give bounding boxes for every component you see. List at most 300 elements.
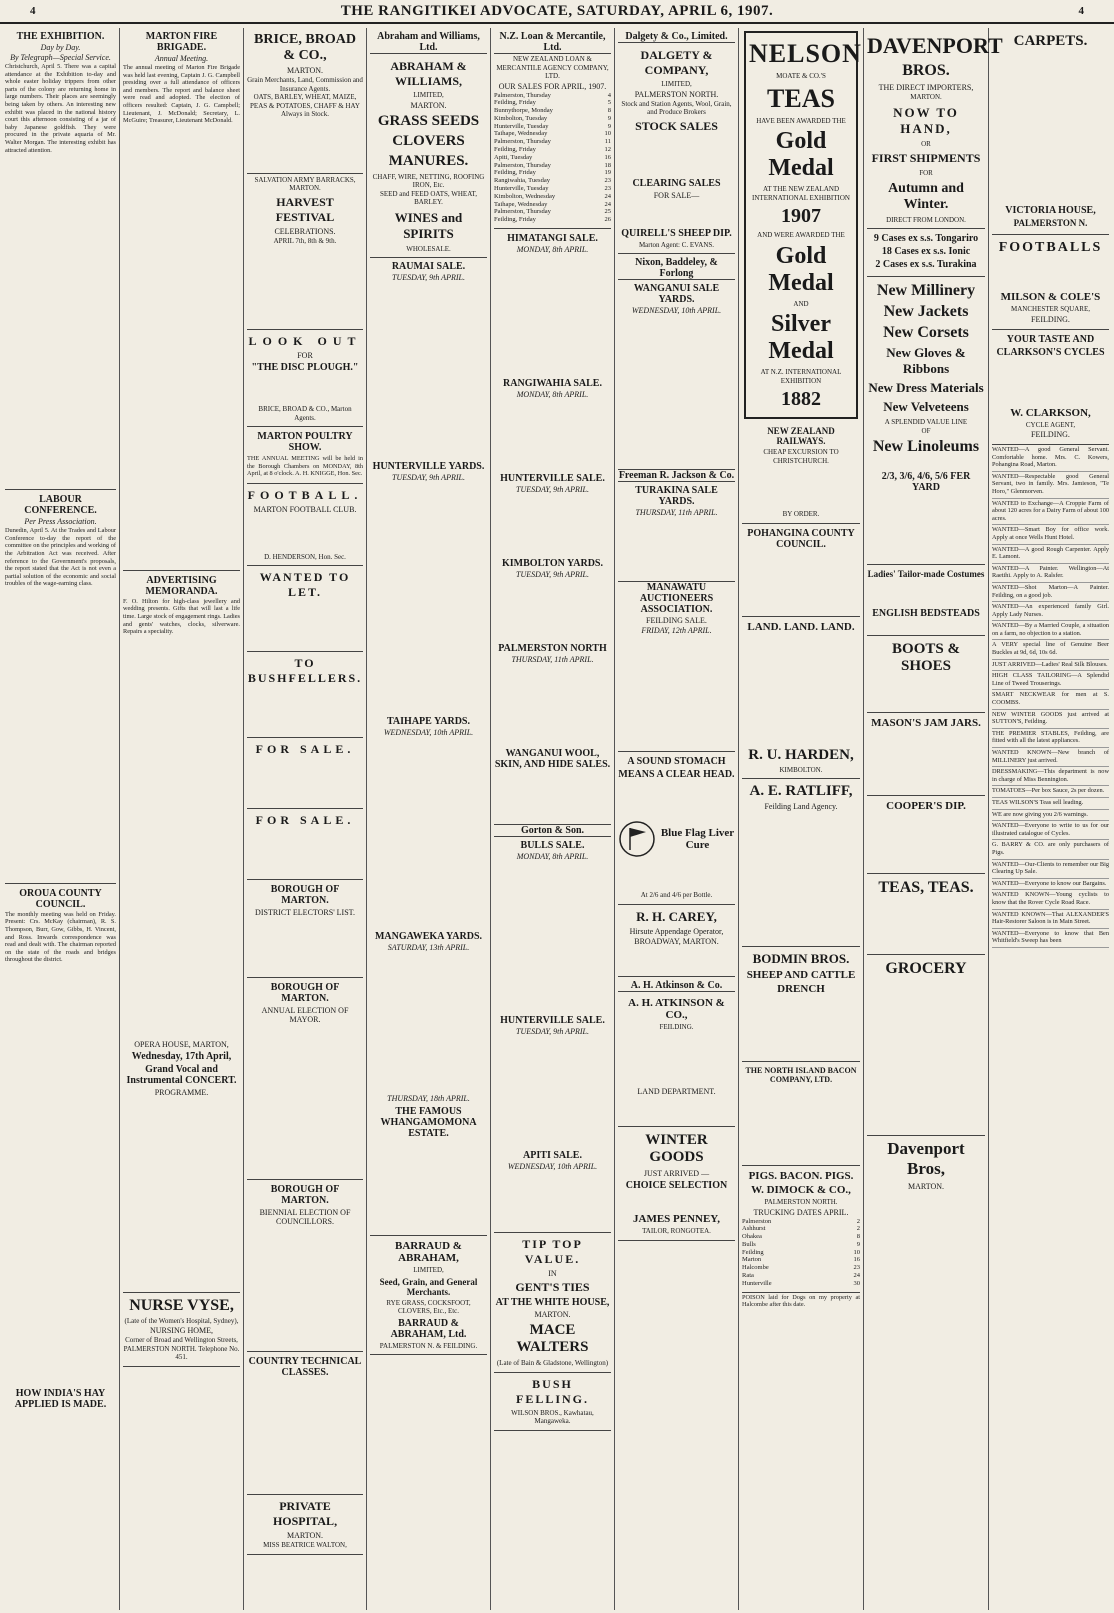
ad-line: (Late of Bain & Gladstone, Wellington) (496, 1359, 609, 1368)
ad-body (867, 621, 985, 631)
ad-display: FOOTBALLS (998, 240, 1103, 255)
column-8 (864, 28, 1003, 1610)
page-number-right: 4 (1078, 5, 1084, 17)
ad-line: NURSING HOME, (149, 1326, 214, 1336)
sale-body (494, 1172, 611, 1232)
ad-display: New Velveteens (883, 399, 969, 414)
dalgety-ad (618, 44, 735, 254)
list-item-label: Kimbolton, Wednesday (494, 192, 556, 200)
section-header: Gorton & Son. (494, 824, 611, 837)
ad-title: CLARKSON'S CYCLES (996, 346, 1105, 358)
ad-body (247, 759, 363, 804)
for-sale-ad (247, 738, 363, 809)
list-item-label: Feilding, Friday (494, 99, 536, 107)
ad-body (742, 635, 860, 745)
classified-ad: WANTED—Everyone to know that Ben Whitfield's Sweep has been (992, 930, 1109, 948)
ad-line: TAILOR, RONGOTEA. (642, 1227, 711, 1235)
football-ad (247, 484, 363, 567)
list-item-value: 2 (856, 1225, 860, 1233)
poultry-show-ad (247, 427, 363, 484)
ad-title: GENT'S TIES (515, 1280, 590, 1295)
ad-body (247, 1025, 363, 1175)
sale-date: WEDNESDAY, 10th APRIL. (507, 1162, 598, 1172)
ad-display: New Millinery (876, 282, 976, 299)
ad-line: (Late of the Women's Hospital, Sydney), (124, 1316, 239, 1325)
list-item-label: Ohakea (742, 1233, 762, 1241)
ad-title: A SOUND STOMACH (627, 756, 726, 767)
article-body: Dunedin, April 5. At the Trades and Labour Conference to-day the report of the committee on the principles and working of the Arbitration Act was received. After reference to the Government's proposals, the report stated that the Act is not even a partial solution of the economic and social troubles of the wage-earning class. (5, 527, 118, 588)
white-house-ad (494, 1232, 611, 1373)
ad-title: W. DIMOCK & CO., (751, 1184, 851, 1196)
ad-line: SEED and FEED OATS, WHEAT, BARLEY. (380, 189, 477, 206)
ad-title: LOOK OUT (248, 334, 362, 348)
ad-title: DALGETY & COMPANY, (640, 48, 713, 77)
column-1 (2, 28, 120, 1610)
ad-body (247, 119, 363, 169)
list-item-label: Taihape, Wednesday (494, 200, 548, 208)
ad-display: 1882 (781, 388, 821, 410)
ad-line: FEILDING. (1031, 314, 1070, 324)
classified-ad: DRESSMAKING—This department is now in charge of Miss Bennington. (992, 768, 1109, 786)
ad-body (867, 678, 985, 708)
ad-title: JAMES PENNEY, (633, 1213, 720, 1225)
sale-date-row (494, 216, 611, 224)
list-item-label: Palmerston (742, 1217, 772, 1225)
sale-body (370, 953, 487, 1093)
list-item-value: 11 (604, 138, 611, 146)
ad-title: COOPER'S DIP. (886, 800, 966, 812)
article-headline: MARTON FIRE BRIGADE. (145, 31, 218, 53)
ad-line: MANCHESTER SQUARE, (1011, 305, 1090, 313)
ad-display: FIRST SHIPMENTS (871, 151, 981, 165)
ad-line: DIRECT FROM LONDON. (886, 215, 966, 224)
article-headline: HOW INDIA'S HAY APPLIED IS MADE. (14, 1388, 107, 1411)
classified-ad: G. BARRY & CO. are only purchasers of Pigs. (992, 841, 1109, 859)
sale-date-row (494, 154, 611, 162)
list-item-label: Apiti, Tuesday (494, 153, 533, 161)
ad-title: CHOICE SELECTION (625, 1180, 728, 1191)
sale-body (618, 636, 735, 751)
ad-display: NOW TO HAND, (893, 104, 959, 136)
trucking-date-row (742, 1233, 860, 1241)
classified-ad: WANTED—Respectable good General Servant, two in family. Mrs. Jamieson, "Te Horo," Glenmorven. (992, 473, 1109, 499)
ad-body (742, 812, 860, 942)
ad-title: MASON'S JAM JARS. (871, 717, 981, 729)
ad-body (867, 981, 985, 1131)
ad-programme: PROGRAMME. (154, 1087, 209, 1097)
ad-line: Feilding Land Agency. (764, 802, 838, 811)
blue-flag-icon (618, 820, 656, 858)
teas-ad (867, 874, 985, 955)
list-item-label: Rata (742, 1272, 754, 1280)
ad-address: Corner of Broad and Wellington Streets, PALMERSTON NORTH. Telephone No. 451. (123, 1336, 240, 1362)
ad-line: Grain Merchants, Land, Commission and Insurance Agents. (247, 76, 363, 93)
list-item-value: 4 (607, 91, 611, 99)
ad-display: 1907 (781, 205, 821, 227)
ad-line: PALMERSTON N. & FEILDING. (379, 1341, 478, 1350)
ad-title: BUSH FELLING. (515, 1376, 589, 1406)
ad-line: WHOLESALE. (406, 244, 451, 253)
ad-illustration (618, 820, 735, 858)
ad-line: MARTON. (907, 1182, 945, 1191)
classified-ad: WANTED—Everyone to write to us for our illustrated catalogue of Cycles. (992, 822, 1109, 840)
ad-line: THE DIRECT IMPORTERS, (878, 83, 974, 92)
article-headline: OROUA COUNTY COUNCIL. (19, 887, 102, 910)
ad-body (742, 465, 860, 510)
list-item-value: 5 (607, 99, 611, 107)
classified-ad: WANTED—A Painter. Wellington—At Raetihi. Apply to A. Ralsfer. (992, 565, 1109, 583)
ad-display: New Corsets (883, 324, 969, 341)
article-body-continued (5, 589, 116, 879)
bushfellers-ad (247, 652, 363, 738)
ad-display: Gold Medal (768, 242, 834, 296)
wanted-ads-list (992, 446, 1109, 948)
land-ad (742, 617, 860, 780)
article-byline: By Telegraph—Special Service. (10, 53, 111, 62)
classified-ad: TEAS WILSON'S Teas sell leading. (992, 799, 1109, 810)
article-byline: Per Press Association. (24, 517, 97, 527)
list-item-value: 24 (604, 192, 611, 200)
sale-body (370, 483, 487, 713)
classified-ad: WANTED KNOWN—Young cyclists to know that the Rover Cycle Road Race. (992, 891, 1109, 909)
ad-title: BOROUGH OF MARTON. (270, 1184, 340, 1207)
list-item-label: Palmerston, Thursday (494, 208, 551, 216)
sale-heading: RANGIWAHIA SALE. (503, 378, 602, 390)
ad-title: PIGS. BACON. PIGS. (748, 1170, 854, 1182)
ad-line: OR (921, 139, 931, 148)
list-item-value: 30 (853, 1279, 860, 1287)
list-item-value: 23 (604, 185, 611, 193)
sale-date-row (494, 177, 611, 185)
trucking-date-row (742, 1249, 860, 1257)
sale-date: MONDAY, 8th APRIL. (516, 390, 589, 400)
classified-ad: WANTED KNOWN—New branch of MILLINERY just arrived. (992, 749, 1109, 767)
ad-title: 18 Cases ex s.s. Ionic (881, 246, 971, 257)
pohangina-council-ad (742, 524, 860, 617)
sale-body (618, 518, 735, 578)
ad-body (247, 245, 363, 325)
ad-title: BOROUGH OF MARTON. (270, 884, 340, 907)
ad-line: OF (921, 426, 931, 435)
ad-title: ABRAHAM & WILLIAMS, (390, 59, 467, 88)
ad-line: Stock and Station Agents, Wool, Grain, and Produce Brokers (621, 99, 732, 116)
classified-ad: WANTED—Everyone to know our Bargains. (992, 880, 1109, 891)
list-item-value: 12 (604, 146, 611, 154)
classified-ad: A VERY special line of Genuine Beer Buckles at 9d, 6d, 10s 6d. (992, 641, 1109, 659)
sale-date-row (494, 115, 611, 123)
ad-display: New Jackets (883, 303, 969, 320)
article-subhead: Annual Meeting. (154, 54, 209, 63)
newspaper-title: THE RANGITIKEI ADVOCATE, SATURDAY, APRIL 6, 1907. (340, 2, 774, 19)
sale-date: THURSDAY, 18th APRIL. (387, 1094, 470, 1103)
ad-title: A. H. ATKINSON & CO., (628, 996, 725, 1021)
ad-line: AND (793, 299, 809, 308)
classified-ad: HIGH CLASS TAILORING—A Splendid Line of Tweed Trouserings. (992, 672, 1109, 690)
davenport-ad (867, 28, 1003, 229)
railways-ad (742, 422, 860, 524)
borough-electors-ad (247, 880, 363, 978)
ad-title: LAND. LAND. LAND. (747, 620, 855, 633)
ad-line: WILSON BROS., Kawhatau, Mangaweka. (511, 1408, 594, 1426)
ad-product-name: Blue Flag Liver Cure (660, 827, 735, 851)
ad-title: TO BUSHFELLERS. (247, 656, 363, 686)
pigs-ad (742, 1166, 860, 1293)
article-body-continued (5, 155, 116, 485)
sale-date-row (494, 130, 611, 138)
section-header: Freeman R. Jackson & Co. (618, 470, 735, 481)
winter-goods-ad (618, 1127, 735, 1241)
sale-date: TUESDAY, 9th APRIL. (516, 1027, 589, 1037)
section-header: Dalgety & Co., Limited. (618, 31, 735, 43)
ad-title: BARRAUD & ABRAHAM, (395, 1240, 462, 1264)
ad-line: MISS BEATRICE WALTON, (263, 1541, 347, 1550)
columns (2, 28, 1112, 1610)
list-item-value: 8 (607, 107, 611, 115)
ad-title: TIP TOP VALUE. (522, 1237, 583, 1267)
article-subhead: Day by Day. (40, 43, 81, 52)
ad-body (247, 1227, 363, 1347)
ad-line: HAVE BEEN AWARDED THE (756, 116, 846, 125)
sale-heading: THE FAMOUS WHANGAMOMONA ESTATE. (380, 1106, 477, 1139)
sale-heading: HUNTERVILLE YARDS. (372, 461, 485, 472)
ad-line: FEILDING. (1031, 430, 1070, 439)
trucking-date-row (742, 1256, 860, 1264)
ad-title: 9 Cases ex s.s. Tongariro (873, 233, 979, 244)
ad-title: POHANGINA COUNTY COUNCIL. (747, 527, 855, 550)
ad-body (742, 997, 860, 1057)
ad-line: MOATE & CO.'S (776, 72, 826, 80)
list-item-label: Feilding (742, 1248, 764, 1256)
sale-date: TUESDAY, 9th APRIL. (516, 485, 589, 495)
ad-title: A. E. RATLIFF, (749, 783, 853, 799)
section-header: N.Z. Loan & Mercantile, Ltd. (494, 31, 611, 54)
ad-display: Davenport Bros, (887, 1139, 965, 1178)
bacon-company-ad (742, 1062, 860, 1166)
list-item-label: Palmerston, Thursday (494, 161, 551, 169)
ad-title: Ladies' Tailor-made Costumes (867, 569, 985, 579)
column-7 (739, 28, 864, 1610)
ad-line: LAND DEPARTMENT. (637, 1087, 716, 1096)
article-body: The annual meeting of Marton Fire Brigade was held last evening, Captain J. G. Campbell presiding over a full attendance of officers and members. The report and balance sheet were read and adopted. The election of officers resulted: Captain, J. G. Campbell; Lieutenant, J. McDonald; Secretary, L. McGuire; Treasurer, Lieutenant McDonald. (123, 64, 242, 125)
classified-ad: NEW WINTER GOODS just arrived at SUTTON'S, Feilding. (992, 711, 1109, 729)
ad-body (992, 53, 1109, 203)
ad-body (867, 900, 985, 950)
column-5 (491, 28, 615, 1610)
classified-ad: THE PREMIER STABLES, Feilding, are fitted with all the latest appliances. (992, 730, 1109, 748)
ad-title: THE NORTH ISLAND BACON COMPANY, LTD. (745, 1066, 857, 1084)
ad-line: MARTON. (286, 66, 324, 75)
sale-heading: WANGANUI WOOL, SKIN, AND HIDE SALES. (494, 748, 611, 771)
classified-ad: TOMATOES—Per box Sauce, 2s per dozen. (992, 787, 1109, 798)
ad-body (247, 918, 363, 973)
ad-title: FOR SALE. (255, 813, 355, 828)
classified-ad: SMART NECKWEAR for men at S. COOMBS. (992, 691, 1109, 709)
ad-line: AT THE NEW ZEALAND INTERNATIONAL EXHIBITION (752, 185, 850, 202)
list-item-value: 9 (607, 114, 611, 122)
ad-body (618, 1193, 735, 1211)
barraud-abraham-ad (370, 1235, 487, 1355)
salvation-army-ad (247, 174, 363, 331)
ad-title: Grand Vocal and Instrumental CONCERT. (126, 1063, 237, 1086)
for-sale-ad (247, 809, 363, 880)
sale-date: FRIDAY, 12th APRIL. (641, 626, 712, 635)
sale-heading: MANGAWEKA YARDS. (374, 931, 483, 942)
article-body-continued (123, 637, 240, 1037)
article-headline: LABOUR CONFERENCE. (24, 494, 97, 517)
sale-heading: KIMBOLTON YARDS. (502, 558, 603, 570)
sale-body (494, 255, 611, 375)
column-3 (244, 28, 367, 1610)
article-body: F. O. Hilton for high-class jewellery and wedding presents. Gifts that will last a life time. Large stock of engagement rings. Ladies and gents' watches, clocks, silverware. Repairs a speciality. (123, 597, 242, 636)
bush-felling-ad (494, 1373, 611, 1431)
sale-date: SATURDAY, 13th APRIL. (387, 943, 470, 952)
classified-ad: WANTED—Our-Clients to remember our Big Clearing Up Sale. (992, 861, 1109, 879)
ad-display: Gold Medal (768, 128, 834, 181)
classified-ad: WANTED—Smart Boy for office work. Apply at once Wells Hunt Hotel. (992, 526, 1109, 544)
ad-line: A SPLENDID VALUE LINE (884, 418, 968, 426)
ad-title: FOR SALE. (255, 742, 355, 757)
list-item-value: 23 (604, 177, 611, 185)
ad-body (867, 731, 985, 791)
sale-date-row (494, 169, 611, 177)
trucking-date-row (742, 1272, 860, 1280)
classified-ad: WANTED—By a Married Couple, a situation on a farm, no objection to a station. (992, 622, 1109, 640)
carpets-ad (992, 28, 1109, 235)
ad-body (618, 782, 735, 817)
sale-body (494, 862, 611, 1012)
ad-title: PRIVATE HOSPITAL, (272, 1499, 338, 1529)
list-item-label: Feilding, Friday (494, 169, 536, 177)
ad-title: CLEARING SALES (632, 177, 721, 189)
ad-line: Marton Agent: C. EVANS. (638, 240, 715, 249)
sale-heading: TAIHAPE YARDS. (387, 716, 470, 727)
sale-date-row (494, 92, 611, 100)
grocery-ad (867, 955, 985, 1136)
ad-display: New Gloves & Ribbons (886, 345, 966, 376)
ad-line: OATS, BARLEY, WHEAT, MAIZE, PEAS & POTATOES, CHAFF & HAY Always in Stock. (250, 93, 360, 118)
trucking-date-row (742, 1264, 860, 1272)
list-item-label: Feilding, Friday (494, 216, 536, 224)
trucking-date-row (742, 1218, 860, 1226)
sale-date-row (494, 162, 611, 170)
ad-body (618, 136, 735, 176)
section-header: Abraham and Williams, Ltd. (370, 31, 487, 54)
ad-display: GRASS SEEDS (377, 112, 480, 129)
ad-body (618, 947, 735, 972)
sale-date: MONDAY, 8th APRIL. (516, 852, 589, 862)
ad-line: CHAFF, WIRE, NETTING, ROOFING IRON, Etc. (372, 172, 485, 189)
ad-line: Hirsute Appendage Operator, (629, 926, 724, 936)
page-number: 4 (30, 5, 36, 17)
ad-display: WINES and SPIRITS (394, 209, 463, 241)
classified-ad: WANTED to Exchange—A Croppie Farm of about 120 acres for a Dairy Farm of about 100 acres. (992, 500, 1109, 526)
new-goods-ad (867, 277, 985, 565)
borough-mayor-ad (247, 978, 363, 1180)
ad-body (247, 515, 363, 553)
masthead (0, 0, 1114, 24)
list-item-value: 8 (856, 1233, 860, 1241)
borough-councillors-ad (247, 1180, 363, 1352)
ad-line: AND WERE AWARDED THE (757, 231, 845, 239)
ad-title: NEW ZEALAND RAILWAYS. (767, 426, 835, 446)
sale-date-row (494, 138, 611, 146)
sale-heading: PALMERSTON NORTH (498, 643, 607, 655)
classified-ad: WE are now giving you 2/6 warnings. (992, 811, 1109, 822)
sale-body (494, 580, 611, 640)
ad-display: TEAS (767, 83, 835, 113)
sale-body (494, 771, 611, 821)
ad-body (618, 1031, 735, 1086)
ad-title: AT THE WHITE HOUSE, (495, 1297, 610, 1309)
ad-line: AT N.Z. INTERNATIONAL EXHIBITION (760, 368, 842, 385)
ad-line: FOR (919, 169, 933, 177)
technical-classes-ad (247, 1352, 363, 1495)
ad-display: BOOTS & SHOES (892, 641, 960, 674)
ad-title: NURSE VYSE, (129, 1296, 234, 1314)
list-item-value: 24 (853, 1272, 860, 1280)
ad-title: 2/3, 3/6, 4/6, 5/6 FER YARD (881, 471, 971, 493)
sale-date-row (494, 185, 611, 193)
ad-display: New Dress Materials (868, 380, 984, 395)
ad-body (742, 1086, 860, 1161)
list-item-label: Marton (742, 1256, 762, 1264)
sale-heading: BULLS SALE. (520, 840, 585, 852)
sale-heading: FEILDING SALE. (646, 616, 707, 625)
ad-title: W. CLARKSON, (1010, 406, 1091, 419)
footballs-ad (992, 235, 1109, 330)
bodmin-ad (742, 947, 860, 1062)
ad-line: FEILDING. (659, 1022, 694, 1031)
brice-broad-ad (247, 28, 363, 174)
ad-title: MILSON & COLE'S (1000, 291, 1101, 303)
ad-display: MACE WALTERS (516, 1322, 589, 1356)
classified-ad: WANTED—An experienced family Girl. Apply Lady Nurses. (992, 603, 1109, 621)
classified-ad: WANTED—A good General Servant. Comfortable home. Mrs. C. Kowers, Pohangina Road, Marton. (992, 446, 1109, 472)
list-item-label: Bunnythorpe, Monday (494, 107, 553, 115)
ad-display: Autumn and Winter. (888, 180, 964, 212)
sale-heading: MANAWATU AUCTIONEERS ASSOCIATION. (618, 581, 735, 615)
sale-date: MONDAY, 8th APRIL. (516, 245, 589, 255)
concert-ad (123, 1037, 240, 1293)
notice-text: POISON laid for Dogs on my property at Halcombe after this date. (742, 1293, 862, 1309)
ad-line: CYCLE AGENT, (1025, 420, 1076, 429)
ad-line: LIMITED, (413, 1266, 444, 1274)
article-body-continued (123, 126, 240, 566)
ad-title: WANTED TO LET. (259, 570, 351, 600)
costumes-ad (867, 565, 985, 636)
classified-ad: WANTED—Shot Marton—A Painter. Feilding, on a good job. (992, 584, 1109, 602)
ad-title: YOUR TASTE AND (1006, 333, 1095, 345)
ad-line: FOR SALE— (653, 190, 700, 200)
private-hospital-ad (247, 1495, 363, 1555)
list-item-label: Hunterville, Tuesday (494, 122, 549, 130)
list-item-label: Bulls (742, 1240, 756, 1248)
list-item-label: Ashhurst (742, 1225, 766, 1233)
ad-title: STOCK SALES (635, 118, 718, 133)
ad-display: MANURES. (388, 152, 469, 169)
ad-title: 2 Cases ex s.s. Turakina (875, 259, 977, 270)
ad-line: BY ORDER. (782, 510, 820, 518)
boots-shoes-ad (867, 636, 985, 713)
ad-display: CLOVERS (392, 132, 465, 149)
sale-body (494, 665, 611, 745)
ad-line: IN (548, 1269, 557, 1279)
ad-line: ANNUAL ELECTION OF MAYOR. (261, 1006, 349, 1025)
sale-date: TUESDAY, 9th APRIL. (516, 570, 589, 580)
article-body-continued (5, 965, 116, 1385)
trucking-date-row (742, 1280, 860, 1288)
list-item-value: 25 (604, 208, 611, 216)
